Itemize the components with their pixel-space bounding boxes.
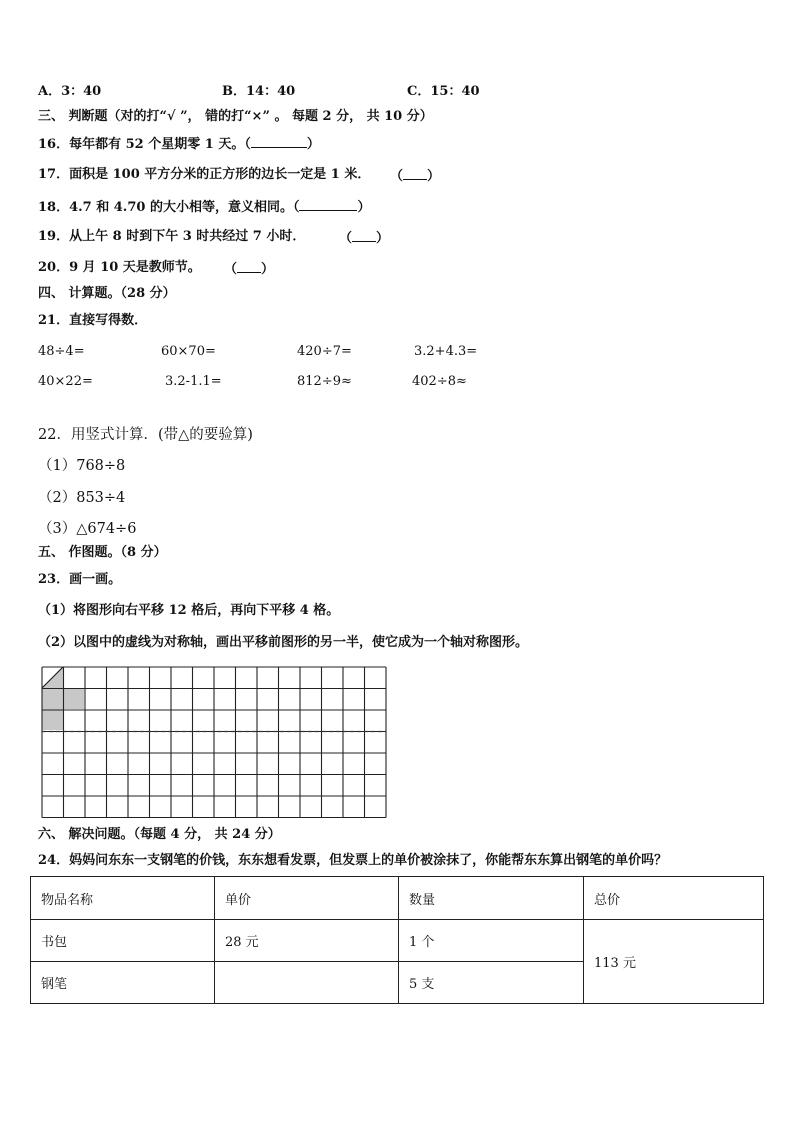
table-header-cell: 物品名称: [31, 877, 215, 920]
calc-item: 3.2-1.1=: [165, 374, 222, 389]
table-header-cell: 总价: [584, 877, 764, 920]
q17-text: 17．面积是 100 平方分米的正方形的边长一定是 1 米．: [38, 167, 371, 182]
q20-close: ）: [261, 262, 275, 277]
invoice-table: [30, 876, 764, 1004]
choice-c: C．15：40: [407, 84, 480, 99]
vertical-calc-item: （3）△674÷6: [38, 521, 137, 537]
q16-text: 16．每年都有 52 个星期零 1 天。（: [38, 137, 251, 152]
question-21-title: 21．直接写得数．: [38, 313, 148, 328]
grid-lines: [42, 667, 386, 818]
calc-item: 420÷7=: [297, 344, 352, 359]
q19-text: 19．从上午 8 时到下午 3 时共经过 7 小时．: [38, 229, 306, 244]
total-cell: 113 元: [584, 920, 764, 1004]
section3-title: 三、 判断题（对的打“√ ”， 错的打“×” 。 每题 2 分， 共 10 分）: [38, 109, 433, 124]
q20-text: 20．9 月 10 天是教师节。: [38, 260, 201, 275]
q19-answer: [339, 229, 389, 247]
section6-title: 六、 解决问题。（每题 4 分， 共 24 分）: [38, 827, 281, 842]
q19-open: （: [339, 231, 353, 246]
table-cell: 28 元: [215, 920, 399, 962]
table-cell: 5 支: [399, 962, 584, 1004]
q18-text: 18．4.7 和 4.70 的大小相等，意义相同。（: [38, 200, 300, 215]
q17-close: ）: [427, 169, 441, 184]
vertical-calc-item: （1）768÷8: [38, 458, 126, 474]
calc-item: 402÷8≈: [412, 374, 467, 389]
answer-blank-20[interactable]: [237, 260, 261, 273]
vertical-calc-item: （2）853÷4: [38, 490, 126, 506]
q20-answer: [224, 260, 274, 278]
section5-title: 五、 作图题。（8 分）: [38, 545, 167, 560]
calc-item: 812÷9≈: [297, 374, 352, 389]
question-20: [38, 260, 201, 276]
q20-open: （: [224, 262, 238, 277]
shaded-cell: [63, 688, 84, 709]
table-cell-erased-price: [215, 962, 399, 1004]
table-cell: 钢笔: [31, 962, 215, 1004]
table-cell: 书包: [31, 920, 215, 962]
question-22-title: 22．用竖式计算．(带△的要验算): [38, 427, 253, 443]
question-23-title: 23．画一画。: [38, 572, 122, 587]
choice-a: A．3：40: [38, 84, 102, 99]
question-19: [38, 229, 305, 245]
table-cell: 1 个: [399, 920, 584, 962]
shaded-cell: [42, 688, 63, 709]
calc-item: 40×22=: [38, 374, 93, 389]
question-17: [38, 167, 370, 183]
calc-item: 60×70=: [161, 344, 216, 359]
shaded-cell: [42, 709, 63, 730]
answer-blank-16[interactable]: [251, 135, 307, 148]
question-16: [38, 135, 320, 153]
answer-blank-18[interactable]: [299, 198, 357, 211]
drawing-grid[interactable]: [41, 666, 389, 818]
table-header-cell: 单价: [215, 877, 399, 920]
question-24-text: 24．妈妈问东东一支钢笔的价钱，东东想看发票，但发票上的单价被涂抹了，你能帮东东算出钢笔的单价吗？: [38, 853, 668, 868]
question-18: [38, 198, 370, 216]
q19-close: ）: [376, 231, 390, 246]
question-23-item2: （2）以图中的虚线为对称轴，画出平移前图形的另一半，使它成为一个轴对称图形。: [38, 635, 529, 650]
table-header-row: [31, 877, 764, 920]
answer-blank-19[interactable]: [352, 229, 376, 242]
section4-title: 四、 计算题。（28 分）: [38, 286, 176, 301]
q18-close: ）: [357, 200, 371, 215]
q17-answer: [390, 167, 440, 185]
q17-open: （: [390, 169, 404, 184]
question-23-item1: （1）将图形向右平移 12 格后，再向下平移 4 格。: [38, 603, 340, 618]
choice-b: B．14：40: [222, 84, 296, 99]
table-header-cell: 数量: [399, 877, 584, 920]
calc-item: 3.2+4.3=: [414, 344, 478, 359]
answer-blank-17[interactable]: [403, 167, 427, 180]
table-row: [31, 920, 764, 962]
q16-close: ）: [306, 137, 320, 152]
calc-item: 48÷4=: [38, 344, 85, 359]
